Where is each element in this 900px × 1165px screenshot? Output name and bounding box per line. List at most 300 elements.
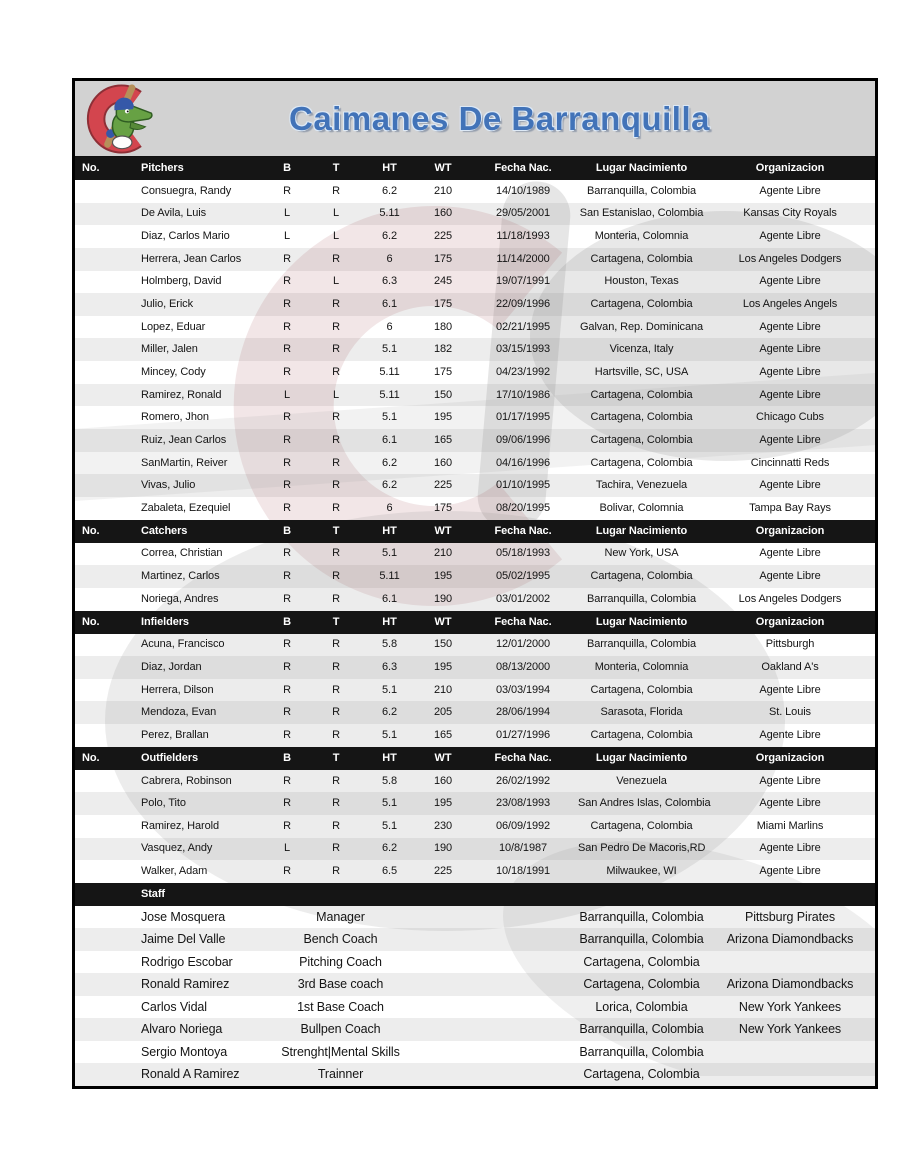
section-title-infielders: Infielders: [141, 615, 189, 628]
staff-row: [75, 1041, 875, 1064]
player-name-cell: Noriega, Andres: [141, 592, 219, 605]
organization-cell: Agente Libre: [759, 230, 821, 243]
organization-cell: Agente Libre: [759, 797, 821, 810]
column-no: No.: [82, 524, 100, 537]
player-name-cell: Vasquez, Andy: [141, 842, 213, 855]
bats-cell: R: [283, 433, 291, 446]
birthplace-cell: San Andres Islas, Colombia: [578, 797, 711, 810]
section-header-catchers: [75, 520, 875, 543]
weight-cell: 180: [433, 320, 453, 333]
column-b: B: [283, 615, 291, 628]
player-row: [75, 406, 875, 429]
height-cell: 5.1: [382, 797, 397, 810]
player-name-cell: Miller, Jalen: [141, 343, 198, 356]
birthdate-cell: 02/21/1995: [495, 320, 551, 333]
bats-cell: R: [283, 683, 291, 696]
player-row: [75, 815, 875, 838]
player-row: [75, 429, 875, 452]
player-name-cell: Diaz, Jordan: [141, 660, 202, 673]
staff-organization-cell: New York Yankees: [738, 999, 842, 1014]
roster-sheet: [72, 78, 878, 1089]
staff-role-cell: Strenght|Mental Skills: [281, 1044, 400, 1059]
bats-cell: L: [283, 230, 291, 243]
organization-cell: Pittsburgh: [765, 638, 815, 651]
weight-cell: 165: [433, 728, 453, 741]
player-name-cell: Martinez, Carlos: [141, 570, 220, 583]
throws-cell: R: [332, 298, 340, 311]
birthplace-cell: San Pedro De Macoris,RD: [578, 842, 706, 855]
section-header-outfielders: [75, 747, 875, 770]
column-ht: HT: [382, 524, 397, 537]
bats-cell: R: [283, 184, 291, 197]
birthdate-cell: 08/20/1995: [495, 501, 551, 514]
weight-cell: 210: [433, 547, 453, 560]
weight-cell: 190: [433, 592, 453, 605]
section-title-catchers: Catchers: [141, 524, 188, 537]
height-cell: 5.1: [382, 547, 397, 560]
staff-name-cell: Ronald A Ramirez: [141, 1067, 240, 1082]
birthplace-cell: Barranquilla, Colombia: [586, 638, 697, 651]
birthplace-cell: Cartagena, Colombia: [590, 411, 693, 424]
column-t: T: [332, 162, 340, 174]
player-name-cell: Vivas, Julio: [141, 479, 196, 492]
weight-cell: 195: [433, 660, 453, 673]
throws-cell: R: [332, 819, 340, 832]
column-t: T: [332, 751, 340, 764]
throws-cell: R: [332, 252, 340, 265]
staff-row: [75, 996, 875, 1019]
bats-cell: R: [283, 456, 291, 469]
column-b: B: [283, 162, 291, 174]
sections: [75, 157, 875, 883]
organization-cell: Agente Libre: [759, 865, 821, 878]
bats-cell: R: [283, 479, 291, 492]
throws-cell: R: [332, 547, 340, 560]
player-row: [75, 860, 875, 883]
throws-cell: R: [332, 184, 340, 197]
player-row: [75, 724, 875, 747]
column-no: No.: [82, 751, 100, 764]
height-cell: 5.11: [379, 365, 400, 378]
bats-cell: R: [283, 570, 291, 583]
player-name-cell: SanMartin, Reiver: [141, 456, 228, 469]
column-fecha: Fecha Nac.: [494, 751, 552, 764]
birthdate-cell: 04/16/1996: [495, 456, 551, 469]
column-lugar: Lugar Nacimiento: [595, 162, 688, 174]
bats-cell: R: [283, 865, 291, 878]
throws-cell: R: [332, 456, 340, 469]
birthplace-cell: Cartagena, Colombia: [590, 388, 693, 401]
throws-cell: L: [332, 388, 340, 401]
header-band: [75, 81, 875, 157]
throws-cell: R: [332, 411, 340, 424]
throws-cell: R: [332, 479, 340, 492]
staff-organization-cell: New York Yankees: [738, 1022, 842, 1037]
player-name-cell: Mendoza, Evan: [141, 706, 217, 719]
staff-rows: [75, 906, 875, 1086]
weight-cell: 175: [433, 365, 453, 378]
throws-cell: R: [332, 865, 340, 878]
player-row: [75, 271, 875, 294]
staff-row: [75, 928, 875, 951]
height-cell: 6.2: [382, 479, 397, 492]
weight-cell: 225: [433, 479, 453, 492]
birthdate-cell: 11/14/2000: [496, 252, 550, 265]
birthplace-cell: Cartagena, Colombia: [590, 252, 693, 265]
height-cell: 5.8: [382, 774, 397, 787]
birthdate-cell: 04/23/1992: [495, 365, 551, 378]
birthdate-cell: 06/09/1992: [495, 819, 551, 832]
throws-cell: R: [332, 365, 340, 378]
birthplace-cell: Galvan, Rep. Dominicana: [579, 320, 704, 333]
height-cell: 5.8: [382, 638, 397, 651]
organization-cell: Los Angeles Dodgers: [738, 592, 842, 605]
player-row: [75, 474, 875, 497]
throws-cell: L: [332, 275, 340, 288]
player-row: [75, 565, 875, 588]
throws-cell: R: [332, 797, 340, 810]
weight-cell: 175: [433, 501, 453, 514]
section-title-outfielders: Outfielders: [141, 751, 198, 764]
organization-cell: Tampa Bay Rays: [749, 501, 831, 514]
organization-cell: Agente Libre: [759, 683, 821, 696]
player-row: [75, 543, 875, 566]
column-wt: WT: [434, 615, 452, 628]
bats-cell: R: [283, 365, 291, 378]
throws-cell: L: [332, 230, 340, 243]
bats-cell: R: [283, 411, 291, 424]
birthdate-cell: 17/10/1986: [495, 388, 551, 401]
staff-row: [75, 906, 875, 929]
staff-name-cell: Rodrigo Escobar: [141, 954, 233, 969]
organization-cell: Oakland A's: [761, 660, 819, 673]
birthdate-cell: 26/02/1992: [495, 774, 551, 787]
organization-cell: Agente Libre: [759, 547, 821, 560]
player-name-cell: Mincey, Cody: [141, 365, 206, 378]
throws-cell: R: [332, 501, 340, 514]
birthdate-cell: 08/13/2000: [495, 660, 551, 673]
throws-cell: R: [332, 728, 340, 741]
player-row: [75, 293, 875, 316]
organization-cell: Agente Libre: [759, 842, 821, 855]
staff-role-cell: Bullpen Coach: [300, 1022, 381, 1037]
bats-cell: R: [283, 592, 291, 605]
column-org: Organizacion: [755, 162, 825, 174]
player-name-cell: Holmberg, David: [141, 275, 222, 288]
organization-cell: Kansas City Royals: [743, 207, 837, 220]
player-name-cell: Walker, Adam: [141, 865, 208, 878]
player-row: [75, 225, 875, 248]
height-cell: 6.2: [382, 230, 397, 243]
weight-cell: 150: [433, 638, 453, 651]
throws-cell: R: [332, 343, 340, 356]
player-row: [75, 248, 875, 271]
staff-name-cell: Ronald Ramirez: [141, 977, 230, 992]
bats-cell: R: [283, 819, 291, 832]
column-ht: HT: [382, 751, 397, 764]
bats-cell: R: [283, 547, 291, 560]
birthdate-cell: 03/15/1993: [495, 343, 551, 356]
throws-cell: R: [332, 570, 340, 583]
organization-cell: Agente Libre: [759, 275, 821, 288]
player-name-cell: Ramirez, Harold: [141, 819, 219, 832]
birthdate-cell: 23/08/1993: [495, 797, 551, 810]
bats-cell: L: [283, 388, 291, 401]
bats-cell: R: [283, 501, 291, 514]
staff-organization-cell: Arizona Diamondbacks: [726, 977, 854, 992]
height-cell: 6.2: [382, 706, 397, 719]
birthplace-cell: Monteria, Colomnia: [594, 230, 689, 243]
height-cell: 6.3: [382, 275, 397, 288]
column-org: Organizacion: [755, 615, 825, 628]
weight-cell: 165: [433, 433, 453, 446]
birthplace-cell: Cartagena, Colombia: [590, 433, 693, 446]
birthplace-cell: Cartagena, Colombia: [590, 298, 693, 311]
column-org: Organizacion: [755, 524, 825, 537]
player-row: [75, 203, 875, 226]
column-lugar: Lugar Nacimiento: [595, 524, 688, 537]
staff-row: [75, 951, 875, 974]
birthplace-cell: Barranquilla, Colombia: [586, 592, 697, 605]
player-row: [75, 838, 875, 861]
birthplace-cell: Barranquilla, Colombia: [586, 184, 697, 197]
organization-cell: Cincinnatti Reds: [750, 456, 830, 469]
height-cell: 6.2: [382, 456, 397, 469]
birthplace-cell: Cartagena, Colombia: [590, 728, 693, 741]
throws-cell: R: [332, 660, 340, 673]
staff-organization-cell: Arizona Diamondbacks: [726, 932, 854, 947]
birthplace-cell: Sarasota, Florida: [600, 706, 683, 719]
column-t: T: [332, 615, 340, 628]
organization-cell: Miami Marlins: [756, 819, 824, 832]
player-name-cell: Correa, Christian: [141, 547, 223, 560]
throws-cell: R: [332, 320, 340, 333]
birthplace-cell: Tachira, Venezuela: [595, 479, 688, 492]
throws-cell: R: [332, 638, 340, 651]
staff-name-cell: Carlos Vidal: [141, 999, 207, 1014]
birthplace-cell: Cartagena, Colombia: [590, 570, 693, 583]
bats-cell: R: [283, 252, 291, 265]
staff-name-cell: Alvaro Noriega: [141, 1022, 223, 1037]
column-no: No.: [82, 615, 100, 628]
weight-cell: 225: [433, 230, 453, 243]
page-title: Caimanes De Barranquilla: [289, 99, 710, 137]
section-title-staff: Staff: [141, 887, 165, 900]
organization-cell: Los Angeles Dodgers: [738, 252, 842, 265]
height-cell: 5.11: [379, 570, 400, 583]
staff-role-cell: Pitching Coach: [299, 954, 382, 969]
birthdate-cell: 29/05/2001: [495, 207, 551, 220]
height-cell: 5.1: [382, 343, 397, 356]
player-row: [75, 384, 875, 407]
birthdate-cell: 05/02/1995: [495, 570, 551, 583]
player-name-cell: Acuna, Francisco: [141, 638, 225, 651]
staff-name-cell: Jaime Del Valle: [141, 932, 226, 947]
player-name-cell: Ruiz, Jean Carlos: [141, 433, 227, 446]
organization-cell: Agente Libre: [759, 320, 821, 333]
height-cell: 5.11: [379, 207, 400, 220]
birthdate-cell: 14/10/1989: [495, 184, 551, 197]
organization-cell: Agente Libre: [759, 184, 821, 197]
player-row: [75, 792, 875, 815]
birthdate-cell: 05/18/1993: [495, 547, 551, 560]
weight-cell: 205: [433, 706, 453, 719]
birthdate-cell: 03/01/2002: [495, 592, 551, 605]
bats-cell: L: [283, 207, 291, 220]
birthdate-cell: 19/07/1991: [495, 275, 551, 288]
height-cell: 6.5: [382, 865, 397, 878]
throws-cell: R: [332, 433, 340, 446]
team-logo-icon: [79, 84, 179, 154]
organization-cell: Agente Libre: [759, 433, 821, 446]
player-row: [75, 770, 875, 793]
column-no: No.: [82, 162, 100, 174]
bats-cell: R: [283, 638, 291, 651]
staff-role-cell: 3rd Base coach: [297, 977, 384, 992]
player-name-cell: Perez, Brallan: [141, 728, 209, 741]
player-name-cell: Herrera, Jean Carlos: [141, 252, 242, 265]
section-header-staff: [75, 883, 875, 906]
column-wt: WT: [434, 524, 452, 537]
weight-cell: 195: [433, 411, 453, 424]
player-name-cell: De Avila, Luis: [141, 207, 207, 220]
bats-cell: R: [283, 298, 291, 311]
throws-cell: R: [332, 683, 340, 696]
bats-cell: R: [283, 320, 291, 333]
player-row: [75, 338, 875, 361]
staff-organization-cell: Pittsburg Pirates: [744, 909, 835, 924]
player-name-cell: Polo, Tito: [141, 797, 186, 810]
height-cell: 6: [386, 501, 393, 514]
height-cell: 6.1: [382, 592, 397, 605]
organization-cell: Agente Libre: [759, 728, 821, 741]
staff-location-cell: Cartagena, Colombia: [583, 954, 700, 969]
height-cell: 6.3: [382, 660, 397, 673]
staff-name-cell: Sergio Montoya: [141, 1044, 228, 1059]
birthdate-cell: 01/17/1995: [495, 411, 551, 424]
staff-row: [75, 1063, 875, 1086]
birthdate-cell: 01/10/1995: [495, 479, 551, 492]
section-header-pitchers: [75, 157, 875, 180]
height-cell: 5.1: [382, 683, 397, 696]
weight-cell: 195: [433, 570, 453, 583]
staff-role-cell: Bench Coach: [303, 932, 378, 947]
column-wt: WT: [434, 751, 452, 764]
height-cell: 5.11: [379, 388, 400, 401]
height-cell: 6.1: [382, 298, 397, 311]
player-name-cell: Romero, Jhon: [141, 411, 209, 424]
column-fecha: Fecha Nac.: [494, 524, 552, 537]
birthplace-cell: New York, USA: [604, 547, 679, 560]
staff-row: [75, 973, 875, 996]
player-row: [75, 656, 875, 679]
player-name-cell: Consuegra, Randy: [141, 184, 232, 197]
bats-cell: R: [283, 275, 291, 288]
section-header-infielders: [75, 611, 875, 634]
height-cell: 6: [386, 252, 393, 265]
height-cell: 5.1: [382, 819, 397, 832]
staff-name-cell: Jose Mosquera: [141, 909, 226, 924]
birthdate-cell: 09/06/1996: [495, 433, 551, 446]
height-cell: 6.2: [382, 184, 397, 197]
weight-cell: 210: [433, 184, 453, 197]
birthplace-cell: Monteria, Colomnia: [594, 660, 689, 673]
staff-location-cell: Barranquilla, Colombia: [579, 932, 704, 947]
throws-cell: L: [332, 207, 340, 220]
weight-cell: 182: [433, 343, 453, 356]
birthplace-cell: Cartagena, Colombia: [590, 683, 693, 696]
bats-cell: L: [283, 842, 291, 855]
organization-cell: Agente Libre: [759, 388, 821, 401]
bats-cell: R: [283, 774, 291, 787]
throws-cell: R: [332, 774, 340, 787]
column-ht: HT: [382, 162, 397, 174]
column-ht: HT: [382, 615, 397, 628]
staff-location-cell: Barranquilla, Colombia: [579, 909, 704, 924]
organization-cell: Chicago Cubs: [756, 411, 824, 424]
player-name-cell: Herrera, Dilson: [141, 683, 214, 696]
organization-cell: Agente Libre: [759, 774, 821, 787]
player-row: [75, 316, 875, 339]
birthdate-cell: 10/8/1987: [498, 842, 548, 855]
birthdate-cell: 01/27/1996: [495, 728, 551, 741]
weight-cell: 160: [433, 774, 453, 787]
bats-cell: R: [283, 728, 291, 741]
organization-cell: Agente Libre: [759, 343, 821, 356]
organization-cell: Agente Libre: [759, 365, 821, 378]
column-b: B: [283, 751, 291, 764]
birthdate-cell: 28/06/1994: [495, 706, 551, 719]
bats-cell: R: [283, 706, 291, 719]
player-row: [75, 361, 875, 384]
birthplace-cell: Cartagena, Colombia: [590, 819, 693, 832]
column-lugar: Lugar Nacimiento: [595, 751, 688, 764]
throws-cell: R: [332, 842, 340, 855]
birthplace-cell: San Estanislao, Colombia: [579, 207, 704, 220]
player-row: [75, 701, 875, 724]
weight-cell: 195: [433, 797, 453, 810]
height-cell: 5.1: [382, 728, 397, 741]
organization-cell: Agente Libre: [759, 479, 821, 492]
column-fecha: Fecha Nac.: [494, 615, 552, 628]
staff-location-cell: Cartagena, Colombia: [583, 977, 700, 992]
column-wt: WT: [434, 162, 452, 174]
player-name-cell: Diaz, Carlos Mario: [141, 230, 230, 243]
column-t: T: [332, 524, 340, 537]
height-cell: 5.1: [382, 411, 397, 424]
throws-cell: R: [332, 706, 340, 719]
player-name-cell: Cabrera, Robinson: [141, 774, 232, 787]
staff-role-cell: Trainner: [317, 1067, 364, 1082]
player-row: [75, 180, 875, 203]
player-name-cell: Lopez, Eduar: [141, 320, 206, 333]
staff-location-cell: Barranquilla, Colombia: [579, 1022, 704, 1037]
height-cell: 6.2: [382, 842, 397, 855]
player-name-cell: Ramirez, Ronald: [141, 388, 222, 401]
staff-role-cell: 1st Base Coach: [297, 999, 384, 1014]
birthplace-cell: Hartsville, SC, USA: [594, 365, 689, 378]
birthplace-cell: Houston, Texas: [604, 275, 679, 288]
birthdate-cell: 10/18/1991: [495, 865, 551, 878]
bats-cell: R: [283, 660, 291, 673]
player-name-cell: Zabaleta, Ezequiel: [141, 501, 231, 514]
height-cell: 6: [386, 320, 393, 333]
weight-cell: 175: [433, 298, 453, 311]
section-title-pitchers: Pitchers: [141, 162, 184, 174]
birthdate-cell: 22/09/1996: [495, 298, 551, 311]
staff-location-cell: Lorica, Colombia: [595, 999, 688, 1014]
birthplace-cell: Vicenza, Italy: [609, 343, 674, 356]
